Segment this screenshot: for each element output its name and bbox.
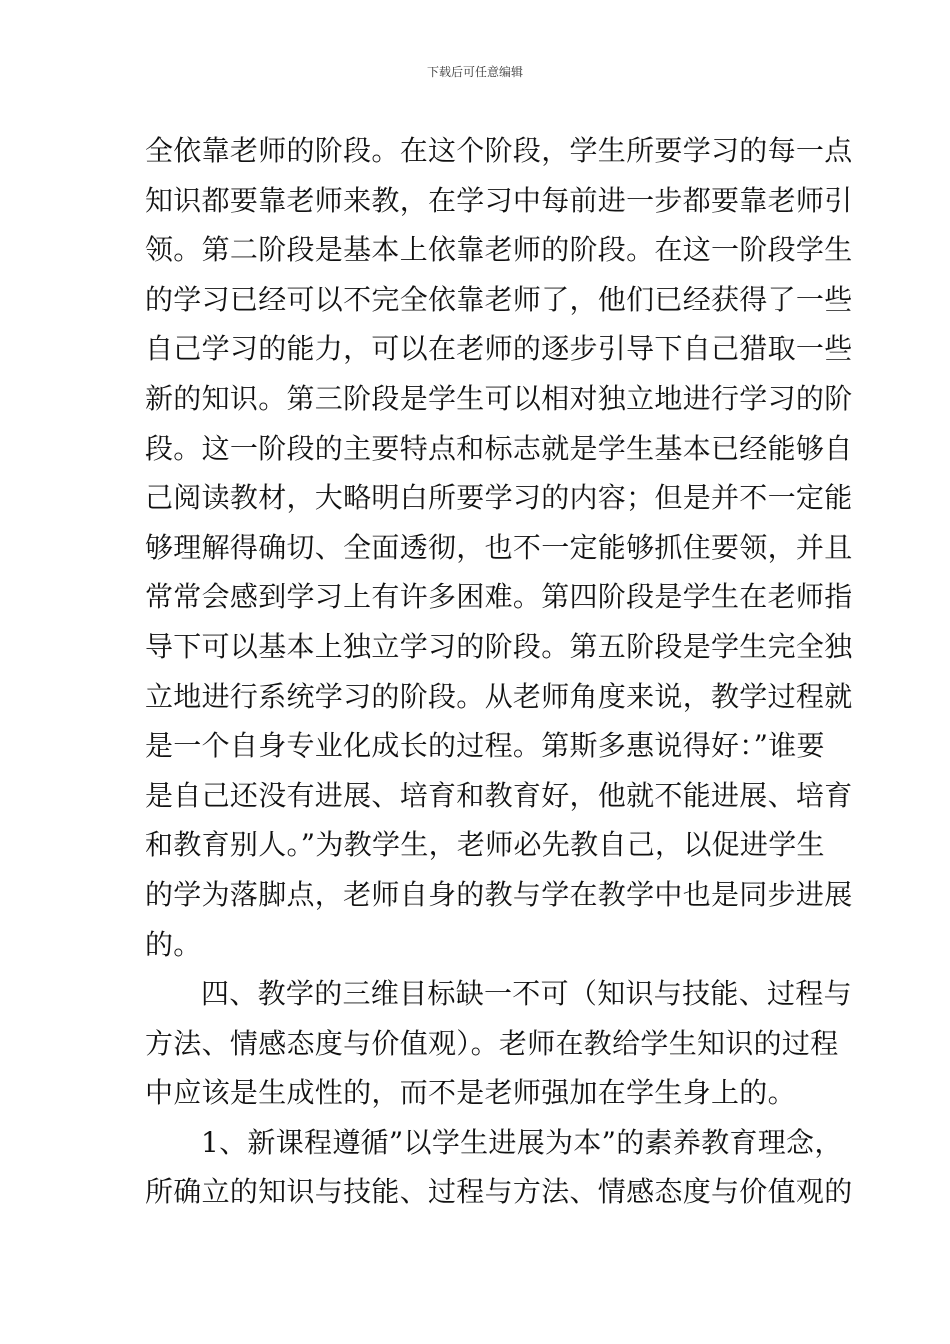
text-line: 的学习已经可以不完全依靠老师了，他们已经获得了一些: [145, 282, 853, 316]
text-line: 导下可以基本上独立学习的阶段。第五阶段是学生完全独: [145, 629, 853, 663]
text-line: 是一个自身专业化成长的过程。第斯多惠说得好：”谁要: [145, 729, 825, 763]
text-line: 的。: [145, 927, 202, 961]
text-line: 中应该是生成性的，而不是老师强加在学生身上的。: [145, 1076, 796, 1110]
text-line: 己阅读教材，大略明白所要学习的内容；但是并不一定能: [145, 481, 853, 515]
text-line: 所确立的知识与技能、过程与方法、情感态度与价值观的: [145, 1175, 853, 1209]
document-body: [145, 126, 853, 1217]
text-line: 是自己还没有进展、培育和教育好，他就不能进展、培育: [145, 778, 853, 812]
paragraph-3: [145, 1118, 853, 1217]
text-line: 方法、情感态度与价值观）。老师在教给学生知识的过程: [145, 1026, 839, 1060]
text-line: 的学为落脚点，老师自身的教与学在教学中也是同步进展: [145, 877, 853, 911]
text-line: 四、教学的三维目标缺一不可（知识与技能、过程与: [201, 977, 852, 1011]
paragraph-2: [145, 969, 852, 1118]
page-header-note: 下载后可任意编辑: [426, 65, 523, 79]
paragraph-1: [145, 126, 853, 969]
text-line: 常常会感到学习上有许多困难。第四阶段是学生在老师指: [145, 580, 853, 614]
text-line: 自己学习的能力，可以在老师的逐步引导下自己猎取一些: [145, 332, 853, 366]
text-line: 1、新课程遵循”以学生进展为本”的素养教育理念，: [201, 1125, 843, 1159]
text-line: 新的知识。第三阶段是学生可以相对独立地进行学习的阶: [145, 381, 853, 415]
text-line: 知识都要靠老师来教，在学习中每前进一步都要靠老师引: [145, 183, 853, 217]
text-line: 全依靠老师的阶段。在这个阶段，学生所要学习的每一点: [145, 134, 853, 167]
text-line: 够理解得确切、全面透彻，也不一定能够抓住要领，并且: [145, 530, 853, 564]
text-line: 立地进行系统学习的阶段。从老师角度来说，教学过程就: [145, 679, 853, 713]
text-line: 段。这一阶段的主要特点和标志就是学生基本已经能够自: [145, 431, 853, 465]
text-line: 和教育别人。”为教学生，老师必先教自己，以促进学生: [145, 828, 825, 862]
text-line: 领。第二阶段是基本上依靠老师的阶段。在这一阶段学生: [145, 233, 853, 267]
